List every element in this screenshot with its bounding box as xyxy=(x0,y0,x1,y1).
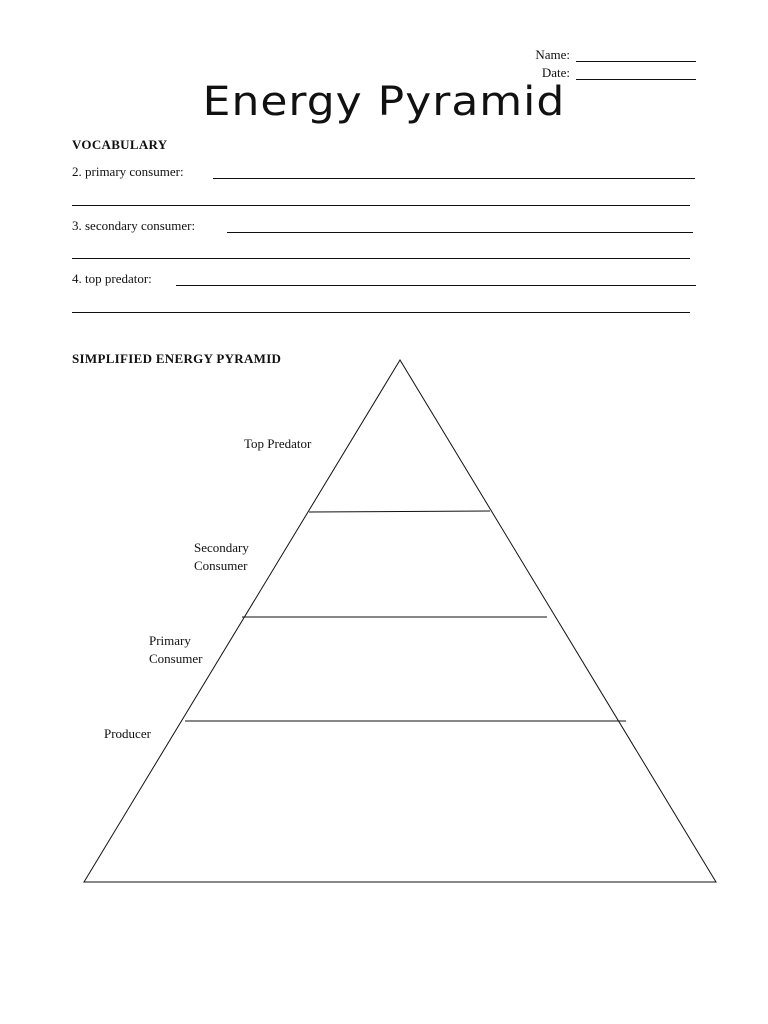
label-secondary-consumer-line1: Secondary xyxy=(194,540,249,555)
page-title: Energy Pyramid xyxy=(202,78,566,125)
pyramid-heading: SIMPLIFIED ENERGY PYRAMID xyxy=(72,351,282,366)
pyramid-outline xyxy=(84,360,716,882)
label-secondary-consumer-line2: Consumer xyxy=(194,558,248,573)
label-producer: Producer xyxy=(104,726,151,741)
name-label: Name: xyxy=(535,47,570,62)
vocab-item-secondary-consumer: 3. secondary consumer: xyxy=(72,218,196,233)
label-primary-consumer-line2: Consumer xyxy=(149,651,203,666)
vocab-item-top-predator: 4. top predator: xyxy=(72,271,152,286)
date-label: Date: xyxy=(541,65,570,80)
vocab-item-primary-consumer: 2. primary consumer: xyxy=(72,164,184,179)
divider-top-predator xyxy=(309,511,490,512)
vocabulary-heading: VOCABULARY xyxy=(72,137,168,152)
label-primary-consumer-line1: Primary xyxy=(149,633,191,648)
label-top-predator: Top Predator xyxy=(244,436,312,451)
